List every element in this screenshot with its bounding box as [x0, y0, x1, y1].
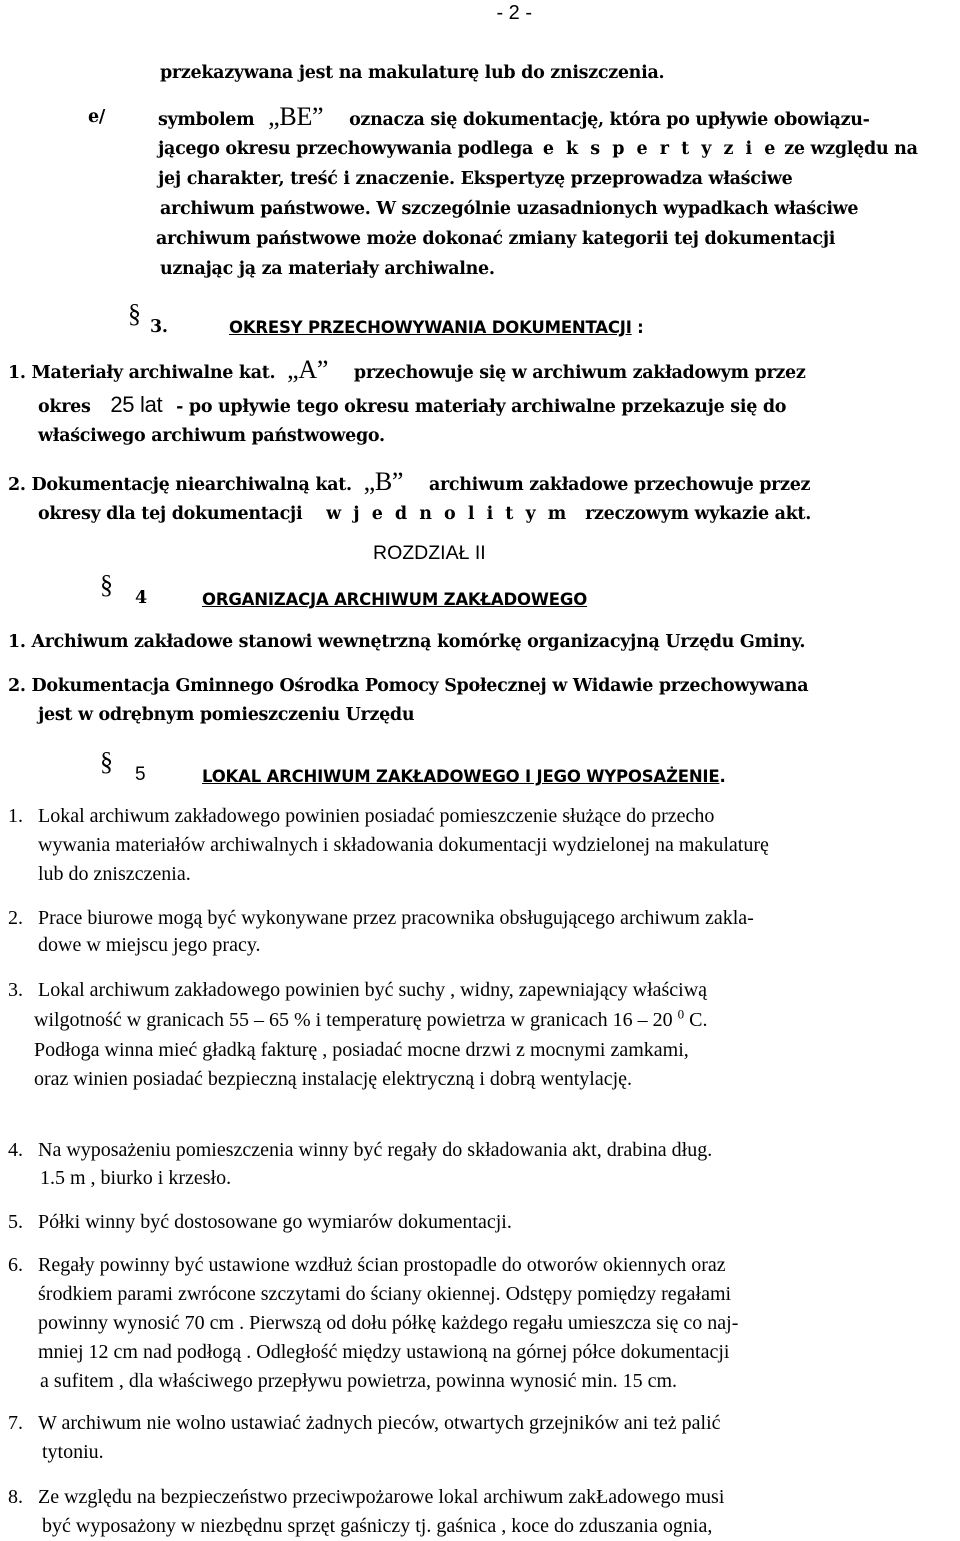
- section-3-heading: [128, 299, 141, 328]
- category-code-a: „A”: [287, 355, 329, 384]
- item-e-label: e/: [88, 107, 105, 127]
- section-5-title: LOKAL ARCHIWUM ZAKŁADOWEGO I JEGO WYPOSAŻENIE.: [202, 767, 726, 786]
- paragraph-e-line: archiwum państwowe może dokonać zmiany kategorii tej dokumentacji: [156, 229, 836, 249]
- section-5-number: 5: [135, 764, 146, 785]
- section-5-item-1: Lokal archiwum zakładowego powinien posiadać pomieszczenie służące do przecho: [38, 805, 715, 827]
- section-5-item-7: tytoniu.: [42, 1441, 104, 1463]
- section-5-item-number: 8.: [8, 1486, 23, 1508]
- section-5-item-number: 6.: [8, 1254, 23, 1276]
- paragraph-e-line: jej charakter, treść i znaczenie. Ekspertyzę przeprowadza właściwe: [158, 169, 793, 189]
- section-sign: §: [128, 299, 141, 328]
- section-5-item-6: Regały powinny być ustawione wzdłuż ścian prostopadle do otworów okiennych oraz: [38, 1254, 726, 1276]
- section-3-item-2: okresy dla tej dokumentacji w j e d n o l i t y m rzeczowym wykazie akt.: [38, 504, 812, 524]
- paragraph-e-line: uznając ją za materiały archiwalne.: [160, 259, 495, 279]
- section-5-item-8: Ze względu na bezpieczeństwo przeciwpożarowe lokal archiwum zakŁadowego musi: [38, 1486, 725, 1508]
- section-3-item-1: 1. Materiały archiwalne kat. „A” przechowuje się w archiwum zakładowym przez: [8, 355, 806, 384]
- section-5-item-1: wywania materiałów archiwalnych i składowania dokumentacji wydzielonej na makulaturę: [38, 834, 769, 856]
- section-5-item-number: 4.: [8, 1139, 23, 1161]
- section-5-item-8: być wyposażony w niezbędnu sprzęt gaśniczy tj. gaśnica , koce do zduszania ognia,: [42, 1515, 713, 1537]
- section-5-item-3: Podłoga winna mieć gładką fakturę , posiadać mocne drzwi z mocnymi zamkami,: [34, 1039, 689, 1061]
- section-5-item-6: środkiem parami zwrócone szczytami do ściany okiennej. Odstępy pomiędzy regałami: [38, 1283, 732, 1305]
- paragraph-e-line: jącego okresu przechowywania podlega e k s p e r t y z i e ze względu na: [158, 139, 918, 159]
- section-5-item-5: Półki winny być dostosowane go wymiarów dokumentacji.: [38, 1211, 512, 1233]
- section-5-item-6: powinny wynosić 70 cm . Pierwszą od dołu półkę każdego regału umieszcza się co naj-: [38, 1312, 739, 1334]
- section-5-item-2: dowe w miejscu jego pracy.: [38, 934, 261, 956]
- section-5-item-3: Lokal archiwum zakładowego powinien być suchy , widny, zapewniający właściwą: [38, 979, 708, 1001]
- section-4-heading: [100, 570, 113, 599]
- section-3-title: OKRESY PRZECHOWYWANIA DOKUMENTACJI :: [229, 318, 644, 337]
- section-4-item-2: 2. Dokumentacja Gminnego Ośrodka Pomocy Społecznej w Widawie przechowywana: [8, 676, 809, 696]
- section-3-item-1: właściwego archiwum państwowego.: [38, 426, 385, 446]
- section-5-item-number: 1.: [8, 805, 23, 827]
- category-code-be: „BE”: [268, 102, 324, 131]
- category-code-b: „B”: [363, 467, 404, 496]
- section-5-item-number: 3.: [8, 979, 23, 1001]
- section-4-item-1: 1. Archiwum zakładowe stanowi wewnętrzną komórkę organizacyjną Urzędu Gminy.: [8, 632, 806, 652]
- chapter-heading: ROZDZIAŁ II: [373, 542, 486, 564]
- section-4-title: ORGANIZACJA ARCHIWUM ZAKŁADOWEGO: [202, 590, 588, 609]
- section-3-item-2: 2. Dokumentację niearchiwalną kat. „B” archiwum zakładowe przechowuje przez: [8, 467, 811, 496]
- section-sign: §: [100, 570, 113, 599]
- section-5-item-4: Na wyposażeniu pomieszczenia winny być regały do składowania akt, drabina dług.: [38, 1139, 713, 1161]
- section-5-heading: [100, 747, 113, 776]
- section-3-number: 3.: [150, 317, 168, 337]
- section-5-item-3: oraz winien posiadać bezpieczną instalację elektryczną i dobrą wentylację.: [34, 1068, 633, 1090]
- section-4-item-2: jest w odrębnym pomieszczeniu Urzędu: [38, 705, 415, 725]
- continuation-line: przekazywana jest na makulaturę lub do zniszczenia.: [160, 63, 665, 83]
- section-5-item-number: 2.: [8, 907, 23, 929]
- section-5-item-number: 7.: [8, 1412, 23, 1434]
- section-5-item-6: mniej 12 cm nad podłogą . Odległość między ustawioną na górnej półce dokumentacji: [38, 1341, 730, 1363]
- page-number: - 2 -: [496, 2, 532, 24]
- section-3-item-1: okres 25 lat - po upływie tego okresu materiały archiwalne przekazuje się do: [38, 392, 787, 417]
- paragraph-e-line: symbolem „BE” oznacza się dokumentację, która po upływie obowiązu-: [158, 102, 870, 131]
- section-5-item-6: a sufitem , dla właściwego przepływu powietrza, powinna wynosić min. 15 cm.: [40, 1370, 678, 1392]
- section-5-item-7: W archiwum nie wolno ustawiać żadnych pieców, otwartych grzejników ani też palić: [38, 1412, 721, 1434]
- section-4-number: 4: [135, 588, 147, 608]
- section-5-item-4: 1.5 m , biurko i krzesło.: [40, 1167, 232, 1189]
- section-5-item-2: Prace biurowe mogą być wykonywane przez pracownika obsługującego archiwum zakla-: [38, 907, 754, 929]
- section-5-item-1: lub do zniszczenia.: [38, 863, 191, 885]
- section-5-item-3: wilgotność w granicach 55 – 65 % i temperaturę powietrza w granicach 16 – 20 $^0$ C.: [34, 1006, 708, 1031]
- degree-superscript: 0: [677, 1006, 685, 1022]
- paragraph-e-line: archiwum państwowe. W szczególnie uzasadnionych wypadkach właściwe: [160, 199, 859, 219]
- section-5-item-number: 5.: [8, 1211, 23, 1233]
- section-sign: §: [100, 747, 113, 776]
